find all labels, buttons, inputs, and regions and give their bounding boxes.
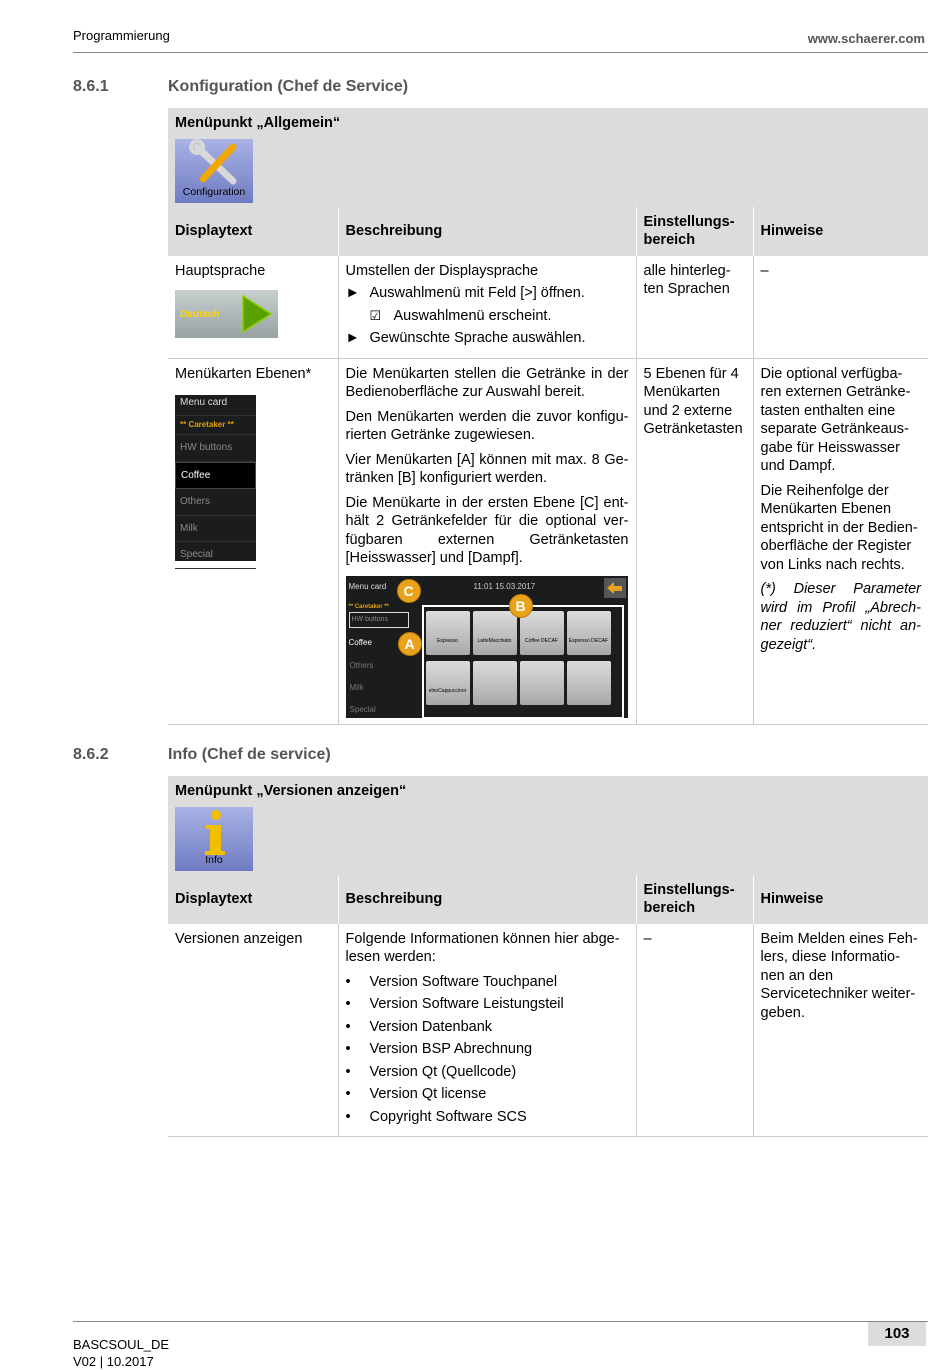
shot-caretaker: ** Caretaker ** bbox=[348, 603, 389, 610]
callout-badge-b: B bbox=[509, 594, 533, 618]
step-item: ► Auswahlmenü mit Feld [>] öffnen. bbox=[345, 285, 585, 301]
row-description: Folgende Informationen können hier abge-lesen werden: bbox=[345, 930, 620, 965]
callout-badge-a: A bbox=[398, 632, 422, 656]
row-range: – bbox=[636, 924, 753, 1137]
menu-card-title: Menu card bbox=[175, 395, 256, 416]
menu-row bbox=[168, 776, 928, 875]
menu-card-layout-screenshot bbox=[346, 576, 628, 718]
info-table bbox=[168, 776, 928, 1137]
drink-cell: Espresso DECAF bbox=[567, 611, 611, 655]
list-item: • Version Software Leistungsteil bbox=[345, 996, 564, 1012]
row-description: Die Menükarte in der ersten Ebene [C] ent-hält 2 Getränkefelder für die optional ver-fügbaren externen Getränketasten [Heisswasser] und [Dampf]. bbox=[345, 494, 629, 566]
table-header-row bbox=[168, 875, 928, 924]
section-title: Info (Chef de service) bbox=[168, 746, 331, 763]
table-header-row bbox=[168, 207, 928, 256]
menu-title: Menüpunkt „Allgemein“ bbox=[175, 115, 341, 131]
menu-card-item: HW buttons bbox=[175, 435, 256, 462]
row-description: Die Menükarten stellen die Getränke in der Bedienoberfläche zur Auswahl bereit. bbox=[345, 365, 629, 400]
section-title: Konfiguration (Chef de Service) bbox=[168, 78, 409, 95]
step-item: ► Gewünschte Sprache auswählen. bbox=[345, 330, 586, 346]
row-description: Umstellen der Displaysprache bbox=[345, 262, 539, 279]
shot-tab: HW buttons bbox=[349, 612, 409, 628]
table-row bbox=[168, 924, 928, 1137]
config-table bbox=[168, 108, 928, 725]
col-header-beschreibung: Beschreibung bbox=[338, 875, 636, 924]
header-website: www.schaerer.com bbox=[807, 31, 925, 46]
col-header-beschreibung: Beschreibung bbox=[338, 207, 636, 256]
drink-cell-empty bbox=[473, 661, 517, 705]
row-display-text: Versionen anzeigen bbox=[168, 924, 338, 1137]
configuration-icon bbox=[175, 139, 253, 203]
row-range: alle hinterleg-ten Sprachen bbox=[636, 256, 753, 359]
shot-tab: Milk bbox=[349, 682, 364, 692]
drink-cell: Espresso bbox=[426, 611, 470, 655]
header-chapter: Programmierung bbox=[73, 28, 170, 43]
row-description: Den Menükarten werden die zuvor konfigu-rierten Getränke zugewiesen. bbox=[345, 408, 629, 443]
section-number: 8.6.1 bbox=[73, 78, 109, 95]
list-item: • Copyright Software SCS bbox=[345, 1108, 527, 1125]
row-display-text: Hauptsprache bbox=[175, 262, 266, 279]
menu-row bbox=[168, 108, 928, 207]
drink-cell: Coffee DECAF bbox=[520, 611, 564, 655]
col-header-displaytext: Displaytext bbox=[168, 875, 338, 924]
footer-version: V02 | 10.2017 bbox=[73, 1354, 154, 1369]
section-number: 8.6.2 bbox=[73, 746, 109, 763]
list-item: • Version Qt (Quellcode) bbox=[345, 1063, 517, 1080]
shot-title: Menu card bbox=[348, 581, 387, 591]
row-notes: – bbox=[753, 256, 928, 359]
col-header-einstellungsbereich: Einstellungs- bereich bbox=[636, 207, 753, 256]
drink-cell: LatteMacchiato bbox=[473, 611, 517, 655]
menu-card-item: Coffee bbox=[175, 462, 256, 490]
drink-cell: elnoCappuccinor bbox=[426, 661, 470, 705]
row-notes: Die Reihenfolge der Menükarten Ebenen entspricht in der Bedien-oberfläche der Register von Links nach rechts. bbox=[760, 482, 918, 573]
menu-card-screenshot bbox=[175, 395, 256, 561]
language-select-button bbox=[175, 290, 278, 338]
shot-tab: Others bbox=[349, 660, 374, 670]
menu-card-item: Others bbox=[175, 489, 256, 516]
configuration-icon-label: Configuration bbox=[182, 186, 246, 198]
arrow-right-icon bbox=[240, 294, 274, 334]
footer-divider bbox=[73, 1321, 928, 1322]
row-notes-footnote: (*) Dieser Parameter wird im Profil „Abrech-ner reduziert“ nicht an-gezeigt“. bbox=[760, 581, 921, 653]
row-description: Vier Menükarten [A] können mit max. 8 Ge-tränken [B] konfiguriert werden. bbox=[345, 451, 629, 486]
col-header-einstellungsbereich: Einstellungs- bereich bbox=[636, 875, 753, 924]
info-icon-label: Info bbox=[205, 854, 223, 866]
drink-cell-empty bbox=[520, 661, 564, 705]
row-range: 5 Ebenen für 4 Menükarten und 2 externe Getränketasten bbox=[636, 358, 753, 724]
section-heading-8-6-1 bbox=[73, 78, 408, 96]
col-header-displaytext: Displaytext bbox=[168, 207, 338, 256]
row-notes: Beim Melden eines Feh-lers, diese Informatio-nen an den Servicetechniker weiter-geben. bbox=[753, 924, 928, 1137]
list-item: • Version Datenbank bbox=[345, 1018, 493, 1035]
result-item: ☑ Auswahlmenü erscheint. bbox=[369, 307, 552, 324]
section-heading-8-6-2 bbox=[73, 746, 331, 764]
col-header-hinweise: Hinweise bbox=[753, 875, 928, 924]
list-item: • Version Software Touchpanel bbox=[345, 973, 558, 990]
page-number: 103 bbox=[868, 1322, 926, 1346]
shot-timestamp: 11:01 15.03.2017 bbox=[473, 581, 536, 591]
table-row bbox=[168, 256, 928, 359]
row-display-text: Menükarten Ebenen* bbox=[175, 365, 312, 382]
checkbox-icon: ☑ bbox=[369, 307, 382, 323]
shot-tab: Coffee bbox=[348, 637, 372, 647]
header-divider bbox=[73, 52, 928, 53]
col-header-hinweise: Hinweise bbox=[753, 207, 928, 256]
list-item: • Version Qt license bbox=[345, 1086, 487, 1102]
drink-cell-empty bbox=[567, 661, 611, 705]
menu-card-item: Milk bbox=[175, 516, 256, 543]
table-row bbox=[168, 358, 928, 724]
language-button-label: Deutsch bbox=[180, 309, 220, 320]
callout-badge-c: C bbox=[397, 579, 421, 603]
list-item: • Version BSP Abrechnung bbox=[345, 1041, 533, 1057]
info-icon bbox=[175, 807, 253, 871]
menu-card-caretaker: ** Caretaker ** bbox=[175, 416, 256, 435]
footer-doc-id: BASCSOUL_DE bbox=[73, 1337, 170, 1352]
shot-tab: Special bbox=[349, 704, 376, 714]
back-arrow-icon bbox=[604, 578, 626, 598]
menu-card-item: Special bbox=[175, 542, 256, 569]
row-notes: Die optional verfügba-ren externen Getränke-tasten enthalten eine separate Getränkeaus-gabe für Heisswasser und Dampf. bbox=[760, 365, 911, 474]
menu-title: Menüpunkt „Versionen anzeigen“ bbox=[175, 783, 407, 799]
